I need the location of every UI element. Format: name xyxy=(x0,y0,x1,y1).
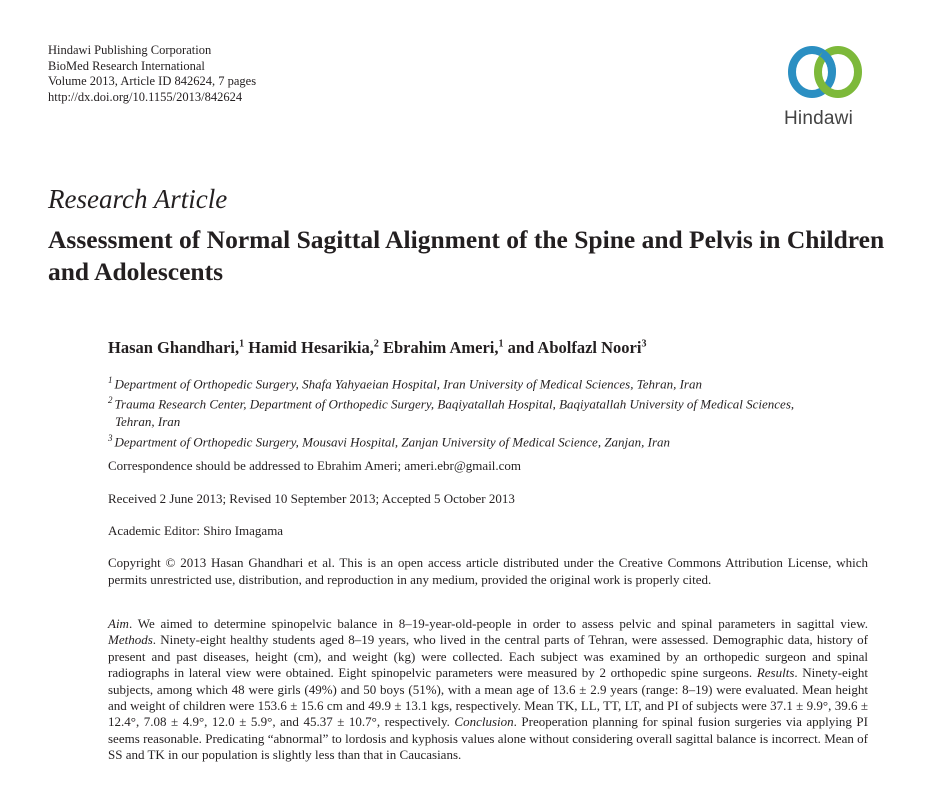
volume-info: Volume 2013, Article ID 842624, 7 pages xyxy=(48,74,257,88)
doi-link[interactable]: http://dx.doi.org/10.1155/2013/842624 xyxy=(48,89,243,104)
publication-dates: Received 2 June 2013; Revised 10 September 2013; Accepted 5 October 2013 xyxy=(108,491,515,506)
journal-header xyxy=(48,43,256,105)
publisher-name: Hindawi Publishing Corporation xyxy=(48,43,212,57)
article-type: Research Article xyxy=(48,184,228,214)
author: Hasan Ghandhari,$^1$ xyxy=(108,338,245,357)
copyright-notice: Copyright © 2013 Hasan Ghandhari et al. This is an open access article distributed under the Creative Commons Attribution License, which permits unrestricted use, distribution, and reproduction in any medium, provided the original work is properly cited. xyxy=(108,555,868,587)
correspondence: Correspondence should be addressed to Ebrahim Ameri; ameri.ebr@gmail.com xyxy=(108,458,522,473)
author: Hamid Hesarikia,$^2$ xyxy=(248,338,379,357)
logo-wordmark: Hindawi xyxy=(784,108,853,129)
abstract-results-label: Results xyxy=(756,665,795,681)
author: Ebrahim Ameri,$^1$ xyxy=(382,338,504,357)
article-title: Assessment of Normal Sagittal Alignment of the Spine and Pelvis in Children and Adolescents xyxy=(48,225,885,286)
author-list xyxy=(108,338,868,358)
affiliation: $^1$ Department of Orthopedic Surgery, Shafa Yahyaeian Hospital, Iran University of Medical Sciences, Tehran, Iran xyxy=(108,375,702,392)
affiliation: $^3$ Department of Orthopedic Surgery, Mousavi Hospital, Zanjan University of Medical Science, Zanjan, Iran xyxy=(108,432,671,449)
journal-name: BioMed Research International xyxy=(48,58,205,73)
abstract: Aim. We aimed to determine spinopelvic balance in 8–19-year-old-people in order to assess pelvic and spinal parameters in sagittal view. Methods. Ninety-eight healthy students aged 8–19 years, who lived in the central parts of Tehran, were assessed. Demographic data, history of present and past diseases, height (cm), and weight (kg) were collected. Each subject was examined by an orthopedic surgeon and spinal radiographs in lateral view were obtained. Eight spinopelvic parameters were measured by 2 orthopedic spine surgeons. Results. Ninety-eight subjects, among which 48 were girls (49%) and 50 boys (51%), with a mean age of 13.6 ± 2.9 years (range: 8–19) were evaluated. Mean height and weight of children were 153.6 ± 15.6 cm and 49.9 ± 13.1 kgs, respectively. Mean TK, LL, TT, LT, and PI of subjects were 37.1 ± 9.9°, 39.6 ± 12.4°, 7.08 ± 4.9°, 12.0 ± 5.9°, and 45.37 ± 10.7°, respectively. Conclusion. Preoperation planning for spinal fusion surgeries via applying PI seems reasonable. Predicating “abnormal” to lordosis and kyphosis values alone without considering overall sagittal balance is incorrect. Mean of SS and TK in our population is slightly less than that in Caucasians. xyxy=(108,616,868,763)
abstract-methods-label: Methods xyxy=(108,632,153,648)
abstract-aim-label: Aim xyxy=(108,616,129,631)
author: and Abolfazl Noori$^3$ xyxy=(507,338,647,357)
abstract-conclusion-label: Conclusion xyxy=(454,714,514,730)
academic-editor: Academic Editor: Shiro Imagama xyxy=(108,523,284,538)
affiliation-list xyxy=(108,372,868,450)
affiliation: $^2$ Trauma Research Center, Department of Orthopedic Surgery, Baqiyatallah Hospital, Baqiyatallah University of Medical Sciences, Tehran, Iran xyxy=(108,395,795,429)
